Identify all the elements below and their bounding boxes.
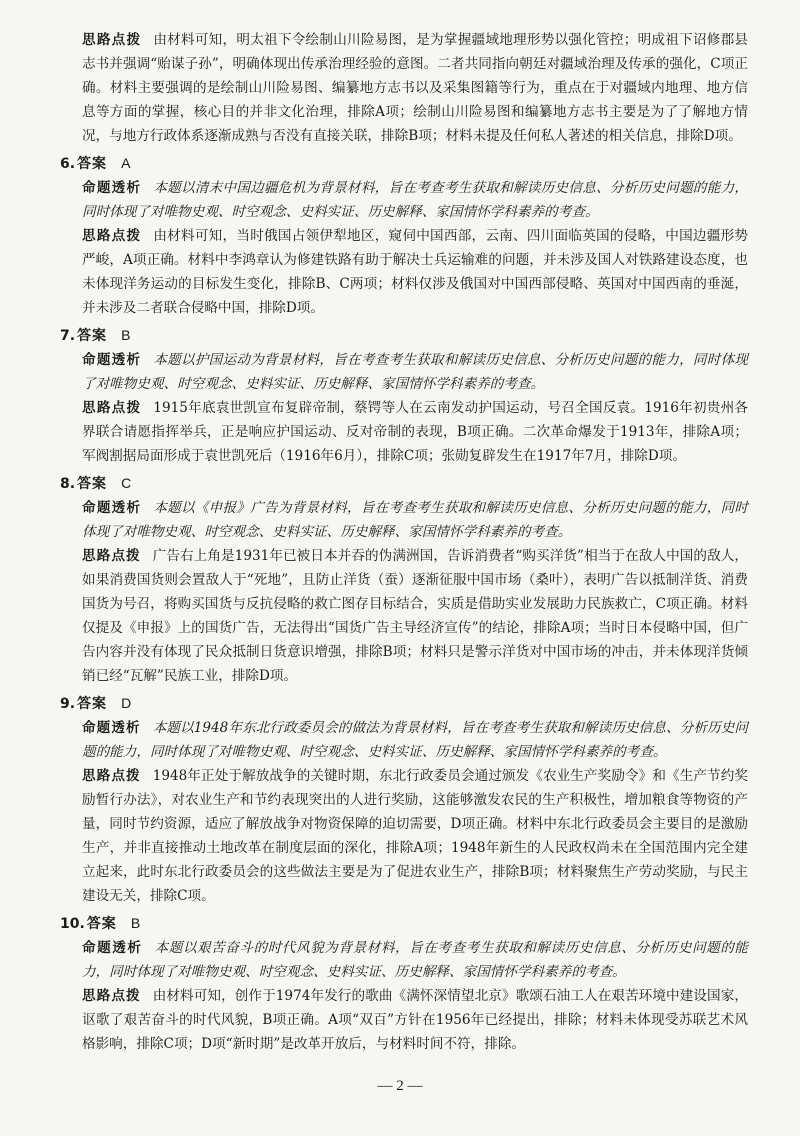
q9-analysis-text: 本题以1948年东北行政委员会的做法为背景材料，旨在考查考生获取和解读历史信息、分析历史问题的能力，同时体现了对唯物史观、时空观念、史料实证、历史解释、家国情怀学科素养的考查。 bbox=[82, 720, 748, 760]
q7-number: 7. bbox=[60, 328, 76, 344]
q9-thinking-label: 思路点拨 bbox=[82, 768, 141, 784]
q7-analysis-label: 命题透析 bbox=[82, 352, 142, 368]
q9-answer-line bbox=[60, 691, 748, 716]
q10-analysis-label: 命题透析 bbox=[82, 940, 143, 956]
q6-answer-value: A bbox=[121, 155, 131, 171]
q8-thinking-text: 广告右上角是1931年已被日本并吞的伪满洲国，告诉消费者“购买洋货”相当于在敌人中国的敌人，如果消费国货则会置敌人于“死地”，且防止洋货（蚕）逐渐征服中国市场（桑叶），表明广告以抵制洋货、消费国货为号召，将购买国货与反抗侵略的救亡图存目标结合，实质是借助实业发展助力民族救亡，C项正确。材料仅提及《申报》上的国货广告，无法得出“国货广告主导经济宣传”的结论，排除A项；当时日本侵略中国，但广告内容并没有体现了民众抵制日货意识增强，排除B项；材料只是警示洋货对中国市场的冲击，并未体现洋货倾销已经“瓦解”民族工业，排除D项。 bbox=[82, 548, 748, 684]
q6-answer-line bbox=[60, 151, 748, 176]
q9-thinking-paragraph bbox=[60, 764, 748, 908]
q7-answer-value: B bbox=[121, 327, 131, 343]
q8-analysis-text: 本题以《申报》广告为背景材料，旨在考查考生获取和解读历史信息、分析历史问题的能力，同时体现了对唯物史观、时空观念、史料实证、历史解释、家国情怀学科素养的考查。 bbox=[82, 500, 749, 540]
q7-answer-line bbox=[60, 323, 748, 348]
q6-number: 6. bbox=[60, 156, 76, 172]
q6-thinking-text: 由材料可知，当时俄国占领伊犁地区，窥伺中国西部，云南、四川面临英国的侵略，中国边疆形势严峻，A项正确。材料中李鸿章认为修建铁路有助于解决士兵运输难的问题，并未涉及国人对铁路建设态度，也未体现洋务运动的目标发生变化，排除B、C两项；材料仅涉及俄国对中国西部侵略、英国对中国西南的垂涎，并未涉及二者联合侵略中国，排除D项。 bbox=[82, 228, 749, 316]
q9-analysis-label: 命题透析 bbox=[82, 720, 141, 736]
page-number: — 2 — bbox=[377, 1078, 423, 1094]
q6-analysis-label: 命题透析 bbox=[82, 180, 142, 196]
q8-number: 8. bbox=[60, 476, 76, 492]
q8-thinking-paragraph bbox=[60, 544, 748, 688]
q7-thinking-label: 思路点拨 bbox=[82, 400, 142, 416]
q10-answer-line bbox=[60, 911, 748, 936]
q10-analysis-paragraph bbox=[60, 936, 748, 984]
q7-analysis-text: 本题以护国运动为背景材料，旨在考查考生获取和解读历史信息、分析历史问题的能力，同时体现了对唯物史观、时空观念、史料实证、历史解释、家国情怀学科素养的考查。 bbox=[82, 352, 749, 392]
q8-answer-line bbox=[60, 471, 748, 496]
q8-analysis-paragraph bbox=[60, 496, 748, 544]
q9-analysis-paragraph bbox=[60, 716, 748, 764]
q6-answer-label: 答案 bbox=[77, 156, 108, 172]
q10-number: 10. bbox=[60, 916, 85, 932]
q7-thinking-text: 1915年底袁世凯宣布复辟帝制，蔡锷等人在云南发动护国运动，号召全国反袁。1916年初贵州各界联合请愿指挥举兵，正是响应护国运动、反对帝制的表现，B项正确。二次革命爆发于1913年，排除A项；军阀割据局面形成于袁世凯死后（1916年6月），排除C项；张勋复辟发生在1917年7月，排除D项。 bbox=[82, 400, 749, 464]
q9-answer-label: 答案 bbox=[77, 696, 108, 712]
q8-thinking-label: 思路点拨 bbox=[82, 548, 141, 564]
q7-thinking-paragraph bbox=[60, 396, 748, 468]
q9-answer-value: D bbox=[121, 695, 132, 711]
q7-answer-label: 答案 bbox=[77, 328, 108, 344]
q9-thinking-text: 1948年正处于解放战争的关键时期，东北行政委员会通过颁发《农业生产奖励令》和《生产节约奖励暂行办法》，对农业生产和节约表现突出的人进行奖励，这能够激发农民的生产积极性，增加粮食等物资的产量，同时节约资源，适应了解放战争对物资保障的迫切需要，D项正确。材料中东北行政委员会主要目的是激励生产，并非直接推动土地改革在制度层面的深化，排除A项；1948年新生的人民政权尚未在全国范围内完全建立起来，此时东北行政委员会的这些做法主要是为了促进农业生产，排除B项；材料聚焦生产劳动奖励，与民主建设无关，排除C项。 bbox=[82, 768, 748, 904]
q10-thinking-label: 思路点拨 bbox=[82, 988, 141, 1004]
q10-thinking-text: 由材料可知，创作于1974年发行的歌曲《满怀深情望北京》歌颂石油工人在艰苦环境中建设国家，讴歌了艰苦奋斗的时代风貌，B项正确。A项“双百”方针在1956年已经提出，排除；材料未体现受苏联艺术风格影响，排除C项；D项“新时期”是改革开放后，与材料时间不符，排除。 bbox=[82, 988, 748, 1052]
q10-analysis-text: 本题以艰苦奋斗的时代风貌为背景材料，旨在考查考生获取和解读历史信息、分析历史问题的能力，同时体现了对唯物史观、时空观念、史料实证、历史解释、家国情怀学科素养的考查。 bbox=[82, 940, 749, 980]
q5-thinking-text: 由材料可知，明太祖下令绘制山川险易图，是为掌握疆域地理形势以强化管控；明成祖下诏修郡县志书并强调“贻谋子孙”，明确体现出传承治理经验的意图。二者共同指向朝廷对疆域治理及传承的强化，C项正确。材料主要强调的是绘制山川险易图、编纂地方志书以及采集图籍等行为，重点在于对疆域内地理、地方信息等方面的掌握，核心目的并非文化治理，排除A项；绘制山川险易图和编纂地方志书主要是为了了解地方情况，与地方行政体系逐渐成熟与否没有直接关联，排除B项；材料未提及任何私人著述的相关信息，排除D项。 bbox=[82, 32, 749, 144]
q6-analysis-text: 本题以清末中国边疆危机为背景材料，旨在考查考生获取和解读历史信息、分析历史问题的能力，同时体现了对唯物史观、时空观念、史料实证、历史解释、家国情怀学科素养的考查。 bbox=[82, 180, 749, 220]
q8-analysis-label: 命题透析 bbox=[82, 500, 142, 516]
q10-thinking-paragraph bbox=[60, 984, 748, 1056]
q9-number: 9. bbox=[60, 696, 76, 712]
q5-thinking-paragraph bbox=[60, 28, 748, 148]
q6-thinking-paragraph bbox=[60, 224, 748, 320]
q5-thinking-label: 思路点拨 bbox=[82, 32, 142, 48]
q6-analysis-paragraph bbox=[60, 176, 748, 224]
q7-analysis-paragraph bbox=[60, 348, 748, 396]
q6-thinking-label: 思路点拨 bbox=[82, 228, 142, 244]
q8-answer-label: 答案 bbox=[77, 476, 108, 492]
q8-answer-value: C bbox=[121, 475, 132, 491]
q10-answer-label: 答案 bbox=[86, 916, 117, 932]
q10-answer-value: B bbox=[130, 915, 141, 931]
